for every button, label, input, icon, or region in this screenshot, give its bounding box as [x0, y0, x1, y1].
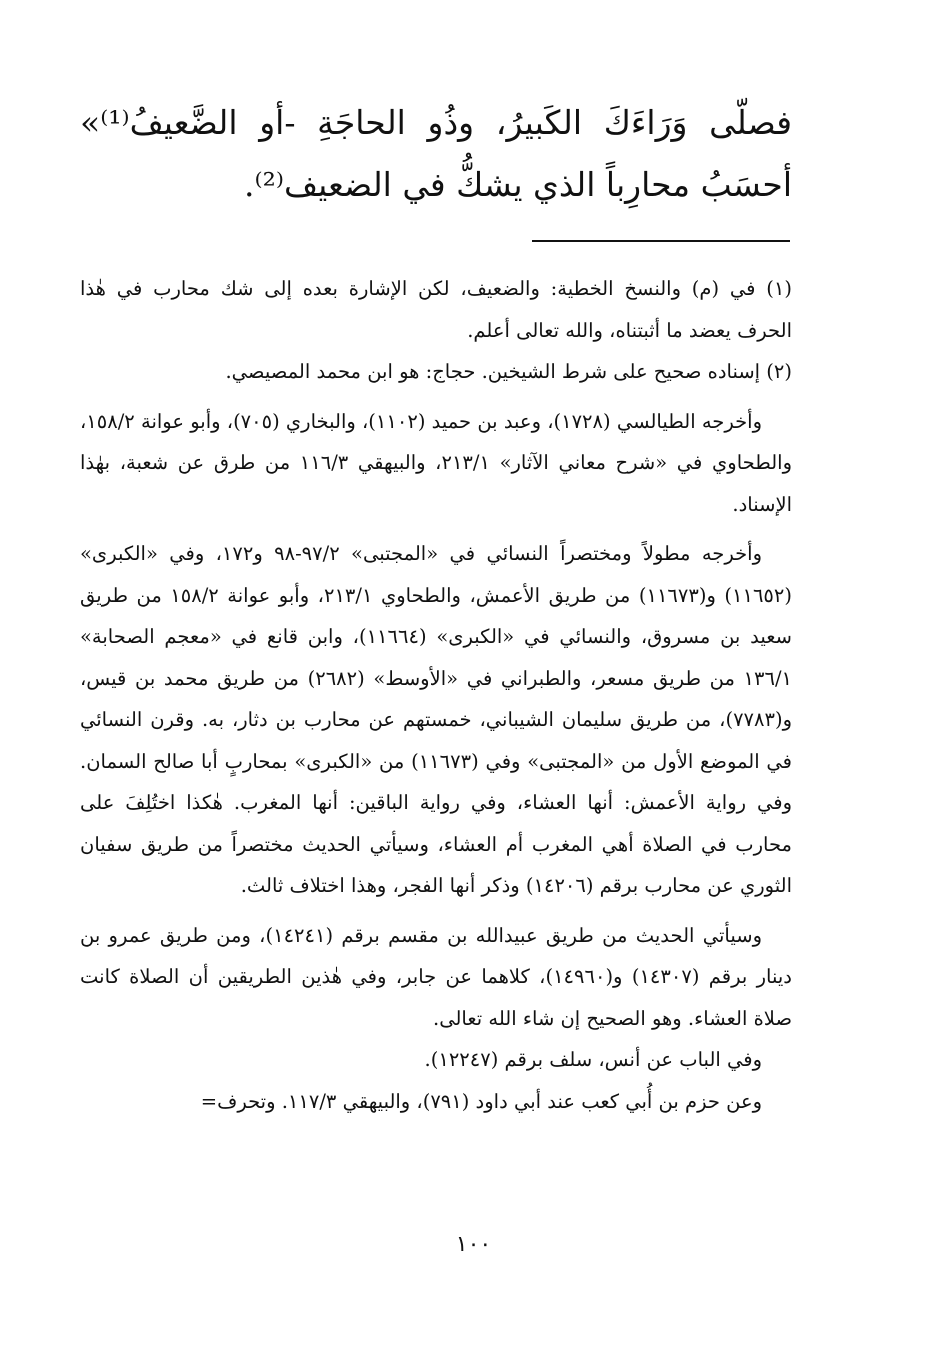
footnote-1: (١) في (م) والنسخ الخطية: والضعيف، لكن الإشارة بعده إلى شك محارب في هٰذا الحرف يعضد ما أثبتناه، والله تعالى أعلم.: [80, 277, 792, 342]
footnote-paragraph: وفي الباب عن أنس، سلف برقم (١٢٢٤٧).: [424, 1048, 762, 1071]
footnote-paragraph: وأخرجه مطولاً ومختصراً النسائي في «المجتبى» ٩٧/٢-٩٨ و١٧٢، وفي «الكبرى» (١١٦٥٢) و(١١٦٧٣) من طريق الأعمش، والطحاوي ٢١٣/١، وأبو عوانة ١٥٨/٢ من طريق سعيد بن مسروق، والنسائي في «الكبرى» (١١٦٦٤)، وابن قانع في «معجم الصحابة» ١٣٦/١ من طريق مسعر، والطبراني في «الأوسط» (٢٦٨٢) من طريق محمد بن قيس، و(٧٧٨٣)، من طريق سليمان الشيباني، خمستهم عن محارب بن دثار، به. وقرن النسائي في الموضع الأول من «المجتبى» وفي (١١٦٧٣) من «الكبرى» بمحاربٍ أبا صالح السمان. وفي رواية الأعمش: أنها العشاء، وفي رواية الباقين: أنها المغرب. هٰكذا اختُلِفَ على محارب في الصلاة أهي المغرب أم العشاء، وسيأتي الحديث مختصراً من طريق سفيان الثوري عن محارب برقم (١٤٢٠٦) وذكر أنها الفجر، وهذا اختلاف ثالث.: [80, 542, 792, 897]
footnote-2: (٢) إسناده صحيح على شرط الشيخين. حجاج: هو ابن محمد المصيصي.: [225, 360, 792, 383]
footnote-separator: [532, 240, 790, 242]
page-number: ١٠٠: [455, 1232, 492, 1257]
footnote-paragraph: وسيأتي الحديث من طريق عبيدالله بن مقسم برقم (١٤٢٤١)، ومن طريق عمرو بن دينار برقم (١٤٣٠٧) و(١٤٩٦٠)، كلاهما عن جابر، وفي هٰذين الطريقين أن الصلاة كانت صلاة العشاء. وهو الصحيح إن شاء الله تعالى.: [80, 923, 792, 1030]
footnote-paragraph: وأخرجه الطيالسي (١٧٢٨)، وعبد بن حميد (١١٠٢)، والبخاري (٧٠٥)، وأبو عوانة ١٥٨/٢، والطحاوي في «شرح معاني الآثار» ٢١٣/١، والبيهقي ١١٦/٣ من طرق عن شعبة، بهٰذا الإسناد.: [80, 409, 792, 516]
main-text: فصلّى وَرَاءَكَ الكَبيرُ، وذُو الحاجَةِ -أو الضَّعيفُ⁽¹⁾» أحسَبُ محارِباً الذي يشكُّ في الضعيف⁽²⁾.: [80, 103, 792, 204]
footnote-paragraph: وعن حزم بن أُبي كعب عند أبي داود (٧٩١)، والبيهقي ١١٧/٣. وتحرف=: [200, 1089, 762, 1113]
footnotes: [80, 268, 792, 1122]
